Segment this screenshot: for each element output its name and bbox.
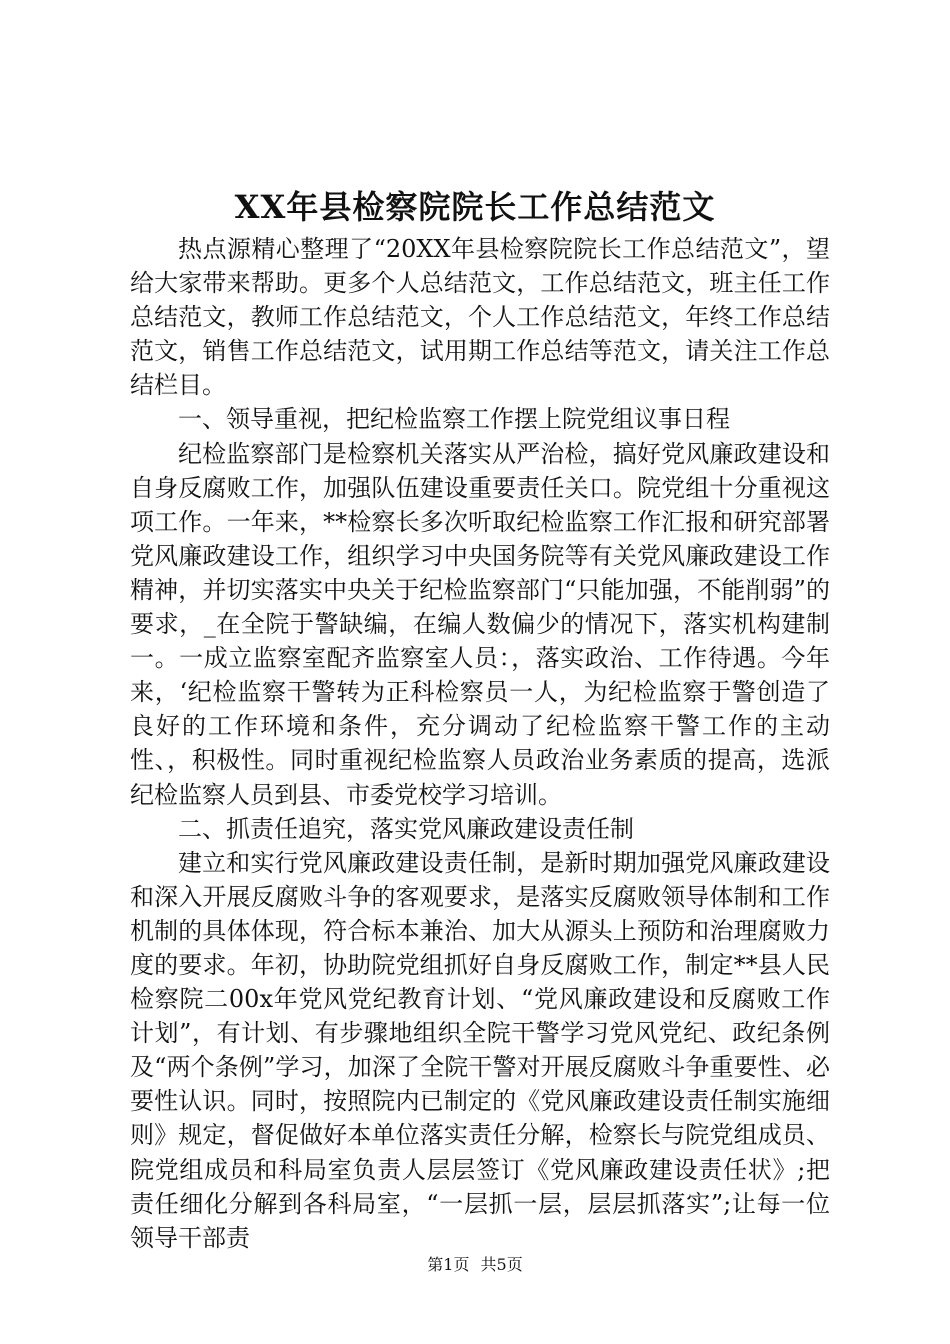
page-total: 共5页 [480,1255,523,1274]
section-heading-2: 二、抓责任追究，落实党风廉政建设责任制 [178,814,634,843]
page-footer [0,1253,950,1277]
page-number: 第1页 [427,1255,470,1274]
intro-paragraph: 热点源精心整理了“20XX年县检察院院长工作总结范文”，望给大家带来帮助。更多个人总结范文，工作总结范文，班主任工作总结范文，教师工作总结范文，个人工作总结范文，年终工作总结范文，销售工作总结范文，试用期工作总结等范文，请关注工作总结栏目。 [130,235,830,400]
document-title: XX年县检察院院长工作总结范文 [234,188,716,226]
document-body [130,232,830,1255]
body-paragraph: 纪检监察部门是检察机关落实从严治检，搞好党风廉政建设和自身反腐败工作，加强队伍建设重要责任关口。院党组十分重视这项工作。一年来，**检察长多次听取纪检监察工作汇报和研究部署党风廉政建设工作，组织学习中央国务院等有关党风廉政建设工作精神，并切实落实中央关于纪检监察部门“只能加强，不能削弱”的要求，_在全院于警缺编，在编人数偏少的情况下，落实机构建制一。一成立监察室配齐监察室人员：，落实政治、工作待遇。今年来，‘纪检监察干警转为正科检察员一人，为纪检监察于警创造了良好的工作环境和条件，充分调动了纪检监察干警工作的主动性、，积极性。同时重视纪检监察人员政治业务素质的提高，选派纪检监察人员到县、市委党校学习培训。 [130,439,830,809]
body-paragraph: 建立和实行党风廉政建设责任制，是新时期加强党风廉政建设和深入开展反腐败斗争的客观要求，是落实反腐败领导体制和工作机制的具体体现，符合标本兼治、加大从源头上预防和治理腐败力度的要求。年初，协助院党组抓好自身反腐败工作，制定**县人民检察院二00x年党风党纪教育计划、“党风廉政建设和反腐败工作计划”，有计划、有步骤地组织全院干警学习党风党纪、政纪条例及“两个条例”学习，加深了全院干警对开展反腐败斗争重要性、必要性认识。同时，按照院内已制定的《党风廉政建设责任制实施细则》规定，督促做好本单位落实责任分解，检察长与院党组成员、院党组成员和科局室负责人层层签订《党风廉政建设责任状》;把责任细化分解到各科局室，“一层抓一层，层层抓落实”;让每一位领导干部责 [130,848,830,1252]
section-heading-1: 一、领导重视，把纪检监察工作摆上院党组议事日程 [178,405,730,434]
